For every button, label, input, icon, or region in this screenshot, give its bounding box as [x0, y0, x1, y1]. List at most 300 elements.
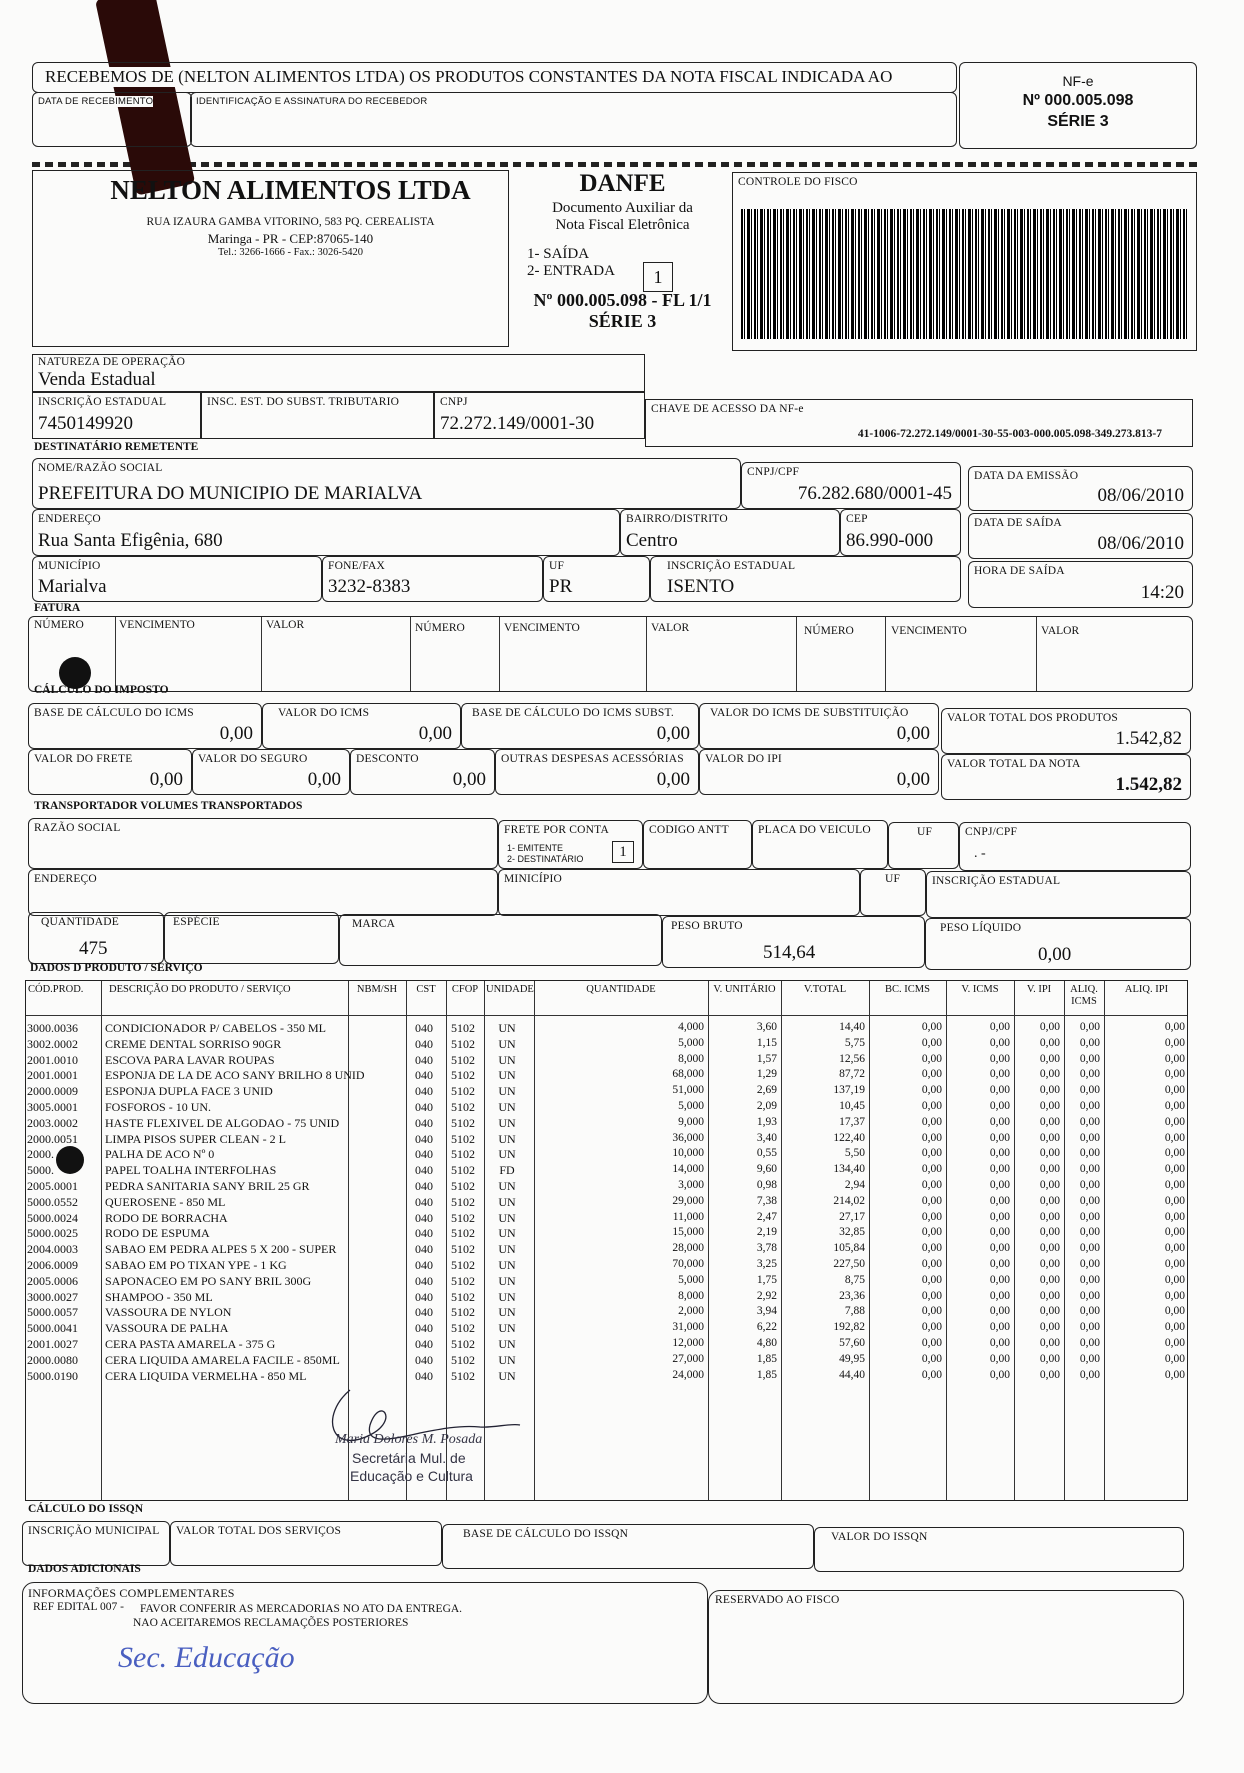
net-weight-field [925, 918, 1191, 970]
product-cell-cfop: 5102 [451, 1100, 475, 1114]
products-section-title: DADOS D PRODUTO / SERVIÇO [30, 962, 203, 974]
product-cell-ipi-rate: 0,00 [1164, 1084, 1185, 1097]
product-cell-icms-rate: 0,00 [1079, 1068, 1100, 1081]
product-cell-ipi: 0,00 [1039, 1368, 1060, 1381]
discount-label: DESCONTO [356, 753, 419, 765]
product-cell-icms: 0,00 [989, 1352, 1010, 1365]
recipient-district-value: Centro [626, 530, 678, 551]
product-cell-unit-price: 2,47 [756, 1210, 777, 1223]
plate-field [752, 820, 888, 869]
product-cell-bc-icms: 0,00 [921, 1368, 942, 1381]
danfe-header [515, 170, 730, 332]
product-cell-ipi-rate: 0,00 [1164, 1226, 1185, 1239]
product-cell-description: SHAMPOO - 350 ML [105, 1289, 213, 1304]
recipient-ie-value: ISENTO [667, 576, 735, 597]
product-cell-unit-price: 3,25 [756, 1258, 777, 1270]
stamp-name: Maria Dolores M. Posada [335, 1432, 483, 1447]
product-cell-icms-rate: 0,00 [1079, 1163, 1100, 1176]
bc-icms-value: 0,00 [219, 723, 253, 744]
icms-label: VALOR DO ICMS [278, 707, 370, 719]
product-cell-cfop: 5102 [451, 1352, 475, 1367]
product-cell-unit: UN [498, 1115, 516, 1130]
product-cell-quantity: 5,000 [678, 1100, 704, 1112]
product-cell-unit-price: 2,09 [756, 1100, 777, 1112]
stamp-role-2: Educação e Cultura [350, 1468, 473, 1484]
product-cell-ipi: 0,00 [1039, 1021, 1060, 1033]
product-cell-icms-rate: 0,00 [1079, 1242, 1100, 1255]
product-cell-cfop: 5102 [451, 1131, 475, 1146]
product-cell-cfop: 5102 [451, 1226, 475, 1241]
product-cell-ipi-rate: 0,00 [1164, 1131, 1185, 1144]
invoice-total-value: 1.542,82 [1115, 774, 1182, 795]
column-header-ipi: V. IPI [1026, 984, 1052, 995]
product-cell-cst: 040 [415, 1052, 433, 1067]
product-cell-quantity: 36,000 [672, 1131, 704, 1144]
product-cell-icms-rate: 0,00 [1079, 1100, 1100, 1112]
product-cell-ipi-rate: 0,00 [1164, 1052, 1185, 1065]
product-cell-cfop: 5102 [451, 1289, 475, 1304]
product-cell-unit-price: 3,40 [756, 1131, 777, 1144]
product-cell-icms-rate: 0,00 [1079, 1289, 1100, 1302]
product-cell-total: 105,84 [833, 1242, 865, 1255]
product-cell-quantity: 28,000 [672, 1242, 704, 1255]
antt-field [643, 820, 752, 869]
column-header-unit: UNIDADE [486, 984, 534, 995]
invoice-number-header: NÚMERO [804, 625, 854, 637]
receipt-statement-box [32, 62, 957, 93]
product-cell-code: 2006.0009 [27, 1258, 78, 1272]
product-cell-cfop: 5102 [451, 1084, 475, 1099]
product-cell-cst: 040 [415, 1305, 433, 1320]
invoice-value-header: VALOR [1041, 625, 1080, 637]
product-cell-code: 5000. [27, 1163, 54, 1178]
product-cell-unit: UN [498, 1052, 516, 1067]
product-cell-cst: 040 [415, 1147, 433, 1162]
product-cell-icms: 0,00 [989, 1147, 1010, 1160]
municipal-registration-label: INSCRIÇÃO MUNICIPAL [28, 1525, 160, 1537]
product-cell-unit: UN [498, 1226, 516, 1241]
natureza-value: Venda Estadual [38, 369, 156, 390]
product-cell-cst: 040 [415, 1115, 433, 1130]
product-cell-code: 5000.0041 [27, 1321, 78, 1336]
product-cell-ipi-rate: 0,00 [1164, 1021, 1185, 1033]
product-cell-bc-icms: 0,00 [921, 1194, 942, 1207]
product-cell-cst: 040 [415, 1036, 433, 1051]
product-cell-icms-rate: 0,00 [1079, 1321, 1100, 1334]
product-cell-total: 2,94 [844, 1179, 865, 1191]
product-cell-description: SABAO EM PEDRA ALPES 5 X 200 - SUPER [105, 1242, 337, 1257]
product-cell-ipi-rate: 0,00 [1164, 1289, 1185, 1302]
product-cell-icms-rate: 0,00 [1079, 1337, 1100, 1349]
receipt-date-field [32, 92, 192, 147]
product-cell-description: PEDRA SANITARIA SANY BRIL 25 GR [105, 1179, 310, 1193]
product-cell-cst: 040 [415, 1226, 433, 1241]
additional-line-2: NAO ACEITAREMOS RECLAMAÇÕES POSTERIORES [133, 1617, 409, 1629]
product-cell-cfop: 5102 [451, 1052, 475, 1067]
recipient-phone-field [322, 556, 543, 602]
bc-icms-st-value: 0,00 [656, 723, 690, 744]
emitter-city: Maringa - PR - CEP:87065-140 [207, 231, 374, 246]
product-cell-icms: 0,00 [989, 1068, 1010, 1081]
ie-st-label: INSC. EST. DO SUBST. TRIBUTARIO [207, 396, 400, 408]
product-cell-cst: 040 [415, 1289, 433, 1304]
ie-st-field [201, 392, 434, 439]
product-cell-unit-price: 1,75 [756, 1273, 777, 1286]
product-cell-ipi: 0,00 [1039, 1352, 1060, 1365]
emission-date-label: DATA DA EMISSÃO [974, 470, 1079, 482]
product-cell-cfop: 5102 [451, 1321, 475, 1336]
product-cell-total: 137,19 [833, 1084, 865, 1097]
product-cell-unit: UN [498, 1210, 516, 1225]
emitter-phone: Tel.: 3266-1666 - Fax.: 3026-5420 [217, 247, 364, 258]
product-cell-bc-icms: 0,00 [921, 1179, 942, 1191]
column-header-total: V.TOTAL [803, 984, 847, 995]
product-cell-unit: UN [498, 1036, 516, 1051]
product-cell-ipi-rate: 0,00 [1164, 1068, 1185, 1081]
product-cell-bc-icms: 0,00 [921, 1352, 942, 1365]
issqn-section-title: CÁLCULO DO ISSQN [28, 1503, 144, 1515]
product-cell-unit-price: 1,93 [756, 1115, 777, 1128]
product-cell-cfop: 5102 [451, 1273, 475, 1288]
product-cell-ipi: 0,00 [1039, 1052, 1060, 1065]
product-cell-cst: 040 [415, 1179, 433, 1193]
product-cell-icms-rate: 0,00 [1079, 1194, 1100, 1207]
product-cell-cst: 040 [415, 1368, 433, 1383]
product-cell-ipi: 0,00 [1039, 1337, 1060, 1349]
invoice-due-header: VENCIMENTO [891, 625, 967, 637]
product-cell-bc-icms: 0,00 [921, 1036, 942, 1049]
product-cell-unit-price: 2,19 [756, 1226, 777, 1239]
services-total-field [170, 1521, 442, 1566]
recipient-uf-field [543, 556, 650, 602]
product-cell-quantity: 11,000 [672, 1210, 704, 1223]
access-key-value: 41-1006-72.272.149/0001-30-55-003-000.005.098-349.273.813-7 [857, 428, 1162, 440]
product-cell-ipi-rate: 0,00 [1164, 1368, 1185, 1381]
cut-line-divider [32, 162, 1197, 167]
recipient-ie-label: INSCRIÇÃO ESTADUAL [667, 560, 796, 572]
recipient-district-field [620, 509, 840, 556]
product-cell-description: LIMPA PISOS SUPER CLEAN - 2 L [105, 1131, 286, 1146]
product-cell-cfop: 5102 [451, 1305, 475, 1320]
product-cell-unit-price: 6,22 [756, 1321, 777, 1334]
product-cell-bc-icms: 0,00 [921, 1210, 942, 1223]
product-cell-ipi: 0,00 [1039, 1131, 1060, 1144]
invoice-number-header: NÚMERO [415, 622, 465, 634]
product-cell-icms: 0,00 [989, 1226, 1010, 1239]
cnpj-value: 72.272.149/0001-30 [440, 413, 595, 434]
product-cell-unit: UN [498, 1273, 516, 1288]
product-cell-quantity: 24,000 [672, 1368, 704, 1381]
product-cell-code: 5000.0024 [27, 1210, 78, 1225]
icms-value: 0,00 [418, 723, 452, 744]
product-cell-icms: 0,00 [989, 1321, 1010, 1334]
product-cell-total: 57,60 [839, 1337, 865, 1349]
recipient-name-value: PREFEITURA DO MUNICIPIO DE MARIALVA [38, 483, 423, 504]
product-cell-icms: 0,00 [989, 1036, 1010, 1049]
product-cell-unit: UN [498, 1194, 516, 1209]
product-cell-ipi: 0,00 [1039, 1100, 1060, 1112]
product-cell-unit-price: 9,60 [756, 1163, 777, 1176]
product-cell-ipi-rate: 0,00 [1164, 1147, 1185, 1160]
product-cell-cst: 040 [415, 1194, 433, 1209]
product-cell-code: 2001.0010 [27, 1052, 78, 1067]
invoice-total-field [941, 754, 1191, 800]
product-cell-icms-rate: 0,00 [1079, 1273, 1100, 1286]
emitter-box [32, 170, 509, 347]
carrier-uf-label: UF [917, 826, 933, 838]
product-cell-icms: 0,00 [989, 1131, 1010, 1144]
ipi-field [699, 749, 939, 795]
invoice-due-header: VENCIMENTO [504, 622, 580, 634]
insurance-field [192, 749, 350, 795]
product-cell-total: 23,36 [839, 1289, 865, 1302]
invoice-value-header: VALOR [651, 622, 690, 634]
recipient-city-value: Marialva [38, 576, 107, 597]
reserved-fisco-label: RESERVADO AO FISCO [715, 1594, 840, 1606]
product-cell-description: ESCOVA PARA LAVAR ROUPAS [105, 1052, 275, 1067]
product-cell-unit-price: 1,85 [756, 1352, 777, 1365]
additional-info-label: INFORMAÇÕES COMPLEMENTARES [28, 1586, 235, 1600]
product-cell-description: CERA PASTA AMARELA - 375 G [105, 1337, 276, 1351]
invoice-number-header: NÚMERO [34, 619, 84, 631]
product-cell-unit: UN [498, 1021, 516, 1035]
product-cell-bc-icms: 0,00 [921, 1273, 942, 1286]
product-cell-icms-rate: 0,00 [1079, 1210, 1100, 1223]
other-expenses-value: 0,00 [656, 769, 690, 790]
reserved-fisco-box [708, 1590, 1184, 1704]
recipient-name-field [32, 458, 741, 509]
product-cell-quantity: 68,000 [672, 1068, 704, 1081]
invoice-total-label: VALOR TOTAL DA NOTA [947, 758, 1081, 770]
product-cell-unit-price: 4,80 [756, 1337, 777, 1349]
product-cell-total: 44,40 [839, 1368, 865, 1381]
additional-line-1: FAVOR CONFERIR AS MERCADORIAS NO ATO DA ENTREGA. [140, 1603, 463, 1615]
product-cell-total: 227,50 [833, 1258, 865, 1270]
freight-value-box: 1 [612, 841, 634, 863]
net-weight-value: 0,00 [1038, 944, 1072, 965]
product-cell-code: 5000.0552 [27, 1194, 78, 1209]
product-cell-unit-price: 1,57 [756, 1052, 777, 1065]
services-total-label: VALOR TOTAL DOS SERVIÇOS [176, 1525, 342, 1537]
freight-responsibility-field [498, 820, 643, 869]
product-cell-cst: 040 [415, 1210, 433, 1225]
exit-time-field [968, 561, 1193, 608]
product-cell-unit-price: 0,55 [756, 1147, 777, 1160]
product-cell-bc-icms: 0,00 [921, 1147, 942, 1160]
product-cell-code: 2001.0027 [27, 1337, 78, 1351]
municipal-registration-field [22, 1521, 170, 1566]
product-cell-icms: 0,00 [989, 1100, 1010, 1112]
additional-section-title: DADOS ADICIONAIS [28, 1563, 141, 1575]
redaction-dot [56, 1146, 84, 1174]
product-cell-bc-icms: 0,00 [921, 1021, 942, 1033]
product-cell-icms-rate: 0,00 [1079, 1305, 1100, 1318]
antt-label: CODIGO ANTT [649, 824, 729, 836]
discount-value: 0,00 [452, 769, 486, 790]
product-cell-ipi: 0,00 [1039, 1163, 1060, 1176]
carrier-cnpj-label: CNPJ/CPF [965, 826, 1018, 838]
carrier-ie-field [926, 871, 1191, 918]
product-cell-description: CREME DENTAL SORRISO 90GR [105, 1036, 282, 1051]
nfe-series: SÉRIE 3 [1047, 113, 1109, 130]
product-cell-unit: UN [498, 1321, 516, 1336]
danfe-subtitle-1: Documento Auxiliar da [552, 200, 693, 216]
exit-time-value: 14:20 [1140, 582, 1184, 603]
product-cell-code: 2000.0009 [27, 1084, 78, 1099]
product-cell-icms-rate: 0,00 [1079, 1258, 1100, 1270]
danfe-type-box: 1 [643, 262, 673, 292]
other-expenses-label: OUTRAS DESPESAS ACESSÓRIAS [501, 753, 684, 765]
product-cell-unit-price: 3,78 [756, 1242, 777, 1255]
product-cell-cfop: 5102 [451, 1242, 475, 1257]
product-cell-bc-icms: 0,00 [921, 1226, 942, 1239]
product-cell-quantity: 29,000 [672, 1194, 704, 1207]
product-cell-total: 10,45 [839, 1100, 865, 1112]
product-cell-cst: 040 [415, 1068, 433, 1083]
net-weight-label: PESO LÍQUIDO [940, 922, 1022, 934]
ipi-value: 0,00 [896, 769, 930, 790]
carrier-uf-field [888, 822, 959, 869]
product-cell-ipi: 0,00 [1039, 1289, 1060, 1302]
product-cell-total: 214,02 [833, 1194, 865, 1207]
product-cell-quantity: 5,000 [678, 1273, 704, 1286]
product-cell-ipi-rate: 0,00 [1164, 1179, 1185, 1191]
recipient-address-field [32, 509, 620, 556]
column-header-icms-rate: ALIQ. ICMS [1070, 984, 1098, 1007]
recipient-phone-label: FONE/FAX [328, 560, 385, 572]
product-cell-unit: UN [498, 1242, 516, 1257]
product-cell-description: ESPONJA DUPLA FACE 3 UNID [105, 1084, 273, 1099]
recipient-ie-field [650, 556, 961, 602]
carrier-cnpj-field [959, 822, 1191, 871]
product-cell-ipi: 0,00 [1039, 1210, 1060, 1223]
product-cell-total: 14,40 [839, 1021, 865, 1033]
product-cell-unit: UN [498, 1289, 516, 1304]
product-cell-icms: 0,00 [989, 1242, 1010, 1255]
product-cell-cst: 040 [415, 1131, 433, 1146]
product-cell-cfop: 5102 [451, 1258, 475, 1272]
plate-label: PLACA DO VEICULO [758, 824, 871, 836]
product-cell-ipi-rate: 0,00 [1164, 1115, 1185, 1128]
product-cell-description: FOSFOROS - 10 UN. [105, 1100, 212, 1114]
access-key-field [645, 399, 1193, 447]
product-cell-cfop: 5102 [451, 1194, 475, 1209]
icms-st-value: 0,00 [896, 723, 930, 744]
product-cell-unit: UN [498, 1368, 516, 1383]
product-cell-unit: UN [498, 1147, 516, 1162]
issqn-value-field [814, 1527, 1184, 1572]
recipient-section-title: DESTINATÁRIO REMETENTE [34, 441, 199, 453]
natureza-label: NATUREZA DE OPERAÇÃO [38, 356, 186, 368]
product-cell-cfop: 5102 [451, 1368, 475, 1383]
product-cell-code: 2001.0001 [27, 1068, 78, 1083]
product-cell-total: 17,37 [839, 1115, 865, 1128]
product-cell-total: 87,72 [839, 1068, 865, 1081]
product-cell-cst: 040 [415, 1084, 433, 1099]
product-cell-ipi: 0,00 [1039, 1305, 1060, 1318]
tax-section-title: CÁLCULO DO IMPOSTO [34, 684, 169, 696]
product-cell-unit: UN [498, 1352, 516, 1367]
carrier-uf2-label: UF [885, 873, 901, 885]
product-cell-description: RODO DE BORRACHA [105, 1210, 228, 1225]
product-cell-description: PAPEL TOALHA INTERFOLHAS [105, 1163, 277, 1178]
volume-brand-field [339, 914, 662, 966]
volume-qty-field [28, 912, 164, 964]
product-cell-icms-rate: 0,00 [1079, 1021, 1100, 1033]
product-cell-ipi-rate: 0,00 [1164, 1210, 1185, 1223]
receipt-date-label: DATA DE RECEBIMENTO [38, 96, 154, 107]
product-cell-ipi-rate: 0,00 [1164, 1337, 1185, 1349]
column-header-cfop: CFOP [451, 984, 479, 995]
transport-section-title: TRANSPORTADOR VOLUMES TRANSPORTADOS [34, 800, 303, 812]
product-cell-description: SAPONACEO EM PO SANY BRIL 300G [105, 1273, 312, 1288]
danfe-option-exit: 1- SAÍDA [527, 246, 590, 262]
product-cell-cst: 040 [415, 1352, 433, 1367]
product-cell-unit-price: 1,15 [756, 1036, 777, 1049]
freight-field [28, 749, 192, 795]
product-cell-unit-price: 2,69 [756, 1084, 777, 1097]
ie-label: INSCRIÇÃO ESTADUAL [38, 396, 167, 408]
carrier-address-field [28, 869, 498, 916]
invoice-due-header: VENCIMENTO [119, 619, 195, 631]
product-cell-code: 5000.0025 [27, 1226, 78, 1241]
recipient-district-label: BAIRRO/DISTRITO [626, 513, 728, 525]
product-cell-cfop: 5102 [451, 1036, 475, 1051]
product-cell-description: CONDICIONADOR P/ CABELOS - 350 ML [105, 1021, 327, 1035]
receipt-statement: RECEBEMOS DE (NELTON ALIMENTOS LTDA) OS PRODUTOS CONSTANTES DA NOTA FISCAL INDICADA AO [45, 67, 893, 86]
product-cell-ipi-rate: 0,00 [1164, 1163, 1185, 1176]
product-cell-ipi-rate: 0,00 [1164, 1194, 1185, 1207]
column-header-description: DESCRIÇÃO DO PRODUTO / SERVIÇO [109, 984, 291, 995]
product-cell-icms-rate: 0,00 [1079, 1368, 1100, 1381]
freight-responsibility-label: FRETE POR CONTA [504, 824, 609, 836]
product-cell-icms-rate: 0,00 [1079, 1115, 1100, 1128]
product-cell-unit: UN [498, 1305, 516, 1320]
column-header-unit-price: V. UNITÁRIO [713, 984, 776, 995]
product-cell-unit-price: 2,92 [756, 1289, 777, 1302]
product-cell-code: 2000.0080 [27, 1352, 78, 1367]
insurance-label: VALOR DO SEGURO [198, 753, 308, 765]
product-cell-ipi-rate: 0,00 [1164, 1036, 1185, 1049]
product-cell-cst: 040 [415, 1321, 433, 1336]
product-cell-icms: 0,00 [989, 1115, 1010, 1128]
emitter-name: NELTON ALIMENTOS LTDA [110, 175, 471, 205]
additional-ref: REF EDITAL 007 - [33, 1601, 124, 1613]
product-cell-code: 2005.0001 [27, 1179, 78, 1193]
product-cell-ipi: 0,00 [1039, 1273, 1060, 1286]
product-cell-cst: 040 [415, 1337, 433, 1351]
carrier-address-label: ENDEREÇO [34, 873, 97, 885]
column-header-cst: CST [416, 984, 436, 995]
product-cell-cst: 040 [415, 1258, 433, 1272]
product-cell-ipi-rate: 0,00 [1164, 1321, 1185, 1334]
emission-date-value: 08/06/2010 [1097, 485, 1184, 506]
bc-icms-st-label: BASE DE CÁLCULO DO ICMS SUBST. [472, 707, 674, 719]
product-cell-quantity: 70,000 [672, 1258, 704, 1270]
products-total-label: VALOR TOTAL DOS PRODUTOS [947, 712, 1118, 724]
product-cell-quantity: 8,000 [678, 1052, 704, 1065]
product-cell-bc-icms: 0,00 [921, 1289, 942, 1302]
product-cell-ipi: 0,00 [1039, 1036, 1060, 1049]
ie-field [32, 392, 201, 439]
column-header-quantity: QUANTIDADE [586, 984, 656, 995]
stamp-role-1: Secretária Mul. de [352, 1450, 466, 1466]
natureza-field [32, 354, 645, 392]
product-cell-icms-rate: 0,00 [1079, 1352, 1100, 1365]
products-table [25, 980, 1188, 1501]
product-cell-cst: 040 [415, 1021, 433, 1035]
danfe-number: Nº 000.005.098 - FL 1/1 [533, 290, 712, 310]
